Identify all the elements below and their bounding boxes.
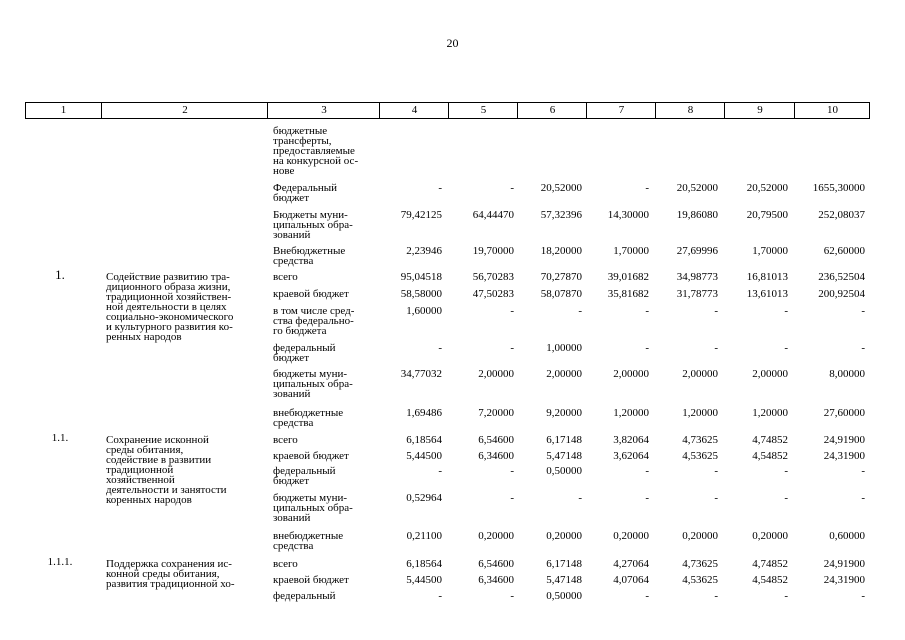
value-cell: - <box>510 305 514 317</box>
value-cell: - <box>645 182 649 194</box>
value-cell: 19,70000 <box>472 245 514 257</box>
value-cell: 56,70283 <box>472 271 514 283</box>
value-cell: 2,00000 <box>478 368 514 380</box>
value-cell: - <box>645 492 649 504</box>
value-cell: - <box>714 492 718 504</box>
value-cell: 252,08037 <box>818 209 865 221</box>
value-cell: - <box>861 590 865 602</box>
value-cell: 6,18564 <box>406 434 442 446</box>
value-cell: 0,50000 <box>546 465 582 477</box>
value-cell: 4,74852 <box>752 558 788 570</box>
table-header <box>25 102 870 119</box>
header-cell-4: 4 <box>379 103 449 118</box>
funding-source: Внебюджетные средства <box>273 245 346 267</box>
value-cell: 1,69486 <box>406 407 442 419</box>
value-cell: 3,62064 <box>613 450 649 462</box>
value-cell: 0,20000 <box>613 530 649 542</box>
value-cell: 20,52000 <box>676 182 718 194</box>
value-cell: - <box>510 492 514 504</box>
value-cell: 31,78773 <box>676 288 718 300</box>
value-cell: 16,81013 <box>746 271 788 283</box>
header-cell-1: 1 <box>60 104 67 116</box>
value-cell: 18,20000 <box>540 245 582 257</box>
value-cell: - <box>645 590 649 602</box>
value-cell: - <box>438 590 442 602</box>
funding-source: внебюджетные средства <box>273 407 344 429</box>
value-cell: - <box>645 342 649 354</box>
value-cell: 79,42125 <box>400 209 442 221</box>
funding-source: в том числе сред- ства федерально- го бюджета <box>273 305 355 337</box>
value-cell: - <box>784 342 788 354</box>
funding-source: бюджеты муни- ципальных обра- зований <box>273 368 353 400</box>
value-cell: 4,53625 <box>682 450 718 462</box>
funding-source: Бюджеты муни- ципальных обра- зований <box>273 209 353 241</box>
value-cell: 5,47148 <box>546 450 582 462</box>
value-cell: 1,70000 <box>613 245 649 257</box>
funding-source: бюджетные трансферты, предоставляемые на конкурсной ос- нове <box>273 125 359 177</box>
value-cell: 24,91900 <box>823 434 865 446</box>
value-cell: 4,27064 <box>613 558 649 570</box>
value-cell: 1,20000 <box>752 407 788 419</box>
value-cell: 1,60000 <box>406 305 442 317</box>
funding-source: федеральный <box>273 590 336 602</box>
value-cell: 19,86080 <box>676 209 718 221</box>
value-cell: - <box>861 465 865 477</box>
value-cell: 9,20000 <box>546 407 582 419</box>
value-cell: 2,00000 <box>682 368 718 380</box>
funding-source: бюджеты муни- ципальных обра- зований <box>273 492 353 524</box>
value-cell: 1,00000 <box>546 342 582 354</box>
funding-source: всего <box>273 558 298 570</box>
value-cell: - <box>784 465 788 477</box>
value-cell: 27,69996 <box>676 245 718 257</box>
value-cell: - <box>645 465 649 477</box>
value-cell: 34,98773 <box>676 271 718 283</box>
row-number: 1. <box>55 267 65 282</box>
value-cell: - <box>861 305 865 317</box>
value-cell: 35,81682 <box>607 288 649 300</box>
value-cell: - <box>861 342 865 354</box>
value-cell: 24,91900 <box>823 558 865 570</box>
funding-source: краевой бюджет <box>273 450 349 462</box>
value-cell: 27,60000 <box>823 407 865 419</box>
activity-name: Содействие развитию тра- диционного образа жизни, традиционной хозяйствен- ной деятельности в целях социально-экономического и культурного развития ко- ренных народов <box>106 271 234 343</box>
value-cell: 5,44500 <box>406 450 442 462</box>
value-cell: - <box>510 465 514 477</box>
funding-source: федеральный бюджет <box>273 465 336 487</box>
funding-source: краевой бюджет <box>273 574 349 586</box>
funding-source: внебюджетные средства <box>273 530 344 552</box>
header-cell-10: 10 <box>794 103 870 118</box>
value-cell: 6,17148 <box>546 434 582 446</box>
activity-name: Поддержка сохранения ис- конной среды обитания, развития традиционной хо- <box>106 558 235 590</box>
value-cell: 95,04518 <box>400 271 442 283</box>
funding-source: Федеральный бюджет <box>273 182 338 204</box>
value-cell: 58,58000 <box>400 288 442 300</box>
value-cell: 0,20000 <box>546 530 582 542</box>
value-cell: 7,20000 <box>478 407 514 419</box>
value-cell: 20,52000 <box>540 182 582 194</box>
funding-source: краевой бюджет <box>273 288 349 300</box>
value-cell: - <box>714 465 718 477</box>
value-cell: 6,17148 <box>546 558 582 570</box>
header-cell-2: 2 <box>101 103 268 118</box>
value-cell: 4,54852 <box>752 574 788 586</box>
value-cell: 6,54600 <box>478 558 514 570</box>
value-cell: 1655,30000 <box>812 182 865 194</box>
header-cell-7: 7 <box>586 103 656 118</box>
value-cell: 24,31900 <box>823 450 865 462</box>
value-cell: 2,00000 <box>546 368 582 380</box>
value-cell: 1,20000 <box>613 407 649 419</box>
funding-source: всего <box>273 434 298 446</box>
value-cell: 34,77032 <box>400 368 442 380</box>
value-cell: 58,07870 <box>540 288 582 300</box>
value-cell: 62,60000 <box>823 245 865 257</box>
value-cell: 0,60000 <box>829 530 865 542</box>
value-cell: 2,00000 <box>752 368 788 380</box>
value-cell: 13,61013 <box>746 288 788 300</box>
value-cell: - <box>438 465 442 477</box>
value-cell: 4,54852 <box>752 450 788 462</box>
value-cell: - <box>510 342 514 354</box>
value-cell: 1,70000 <box>752 245 788 257</box>
value-cell: 2,23946 <box>406 245 442 257</box>
value-cell: 200,92504 <box>818 288 865 300</box>
funding-source: федеральный бюджет <box>273 342 336 364</box>
funding-source: всего <box>273 271 298 283</box>
value-cell: - <box>510 590 514 602</box>
activity-name: Сохранение исконной среды обитания, содействие в развитии традиционной хозяйственной деятельности и занятости коренных народов <box>106 434 227 506</box>
value-cell: 0,52964 <box>406 492 442 504</box>
value-cell: - <box>510 182 514 194</box>
value-cell: - <box>784 492 788 504</box>
value-cell: - <box>578 492 582 504</box>
header-cell-8: 8 <box>655 103 725 118</box>
value-cell: - <box>714 590 718 602</box>
value-cell: 4,53625 <box>682 574 718 586</box>
value-cell: 5,47148 <box>546 574 582 586</box>
value-cell: 236,52504 <box>818 271 865 283</box>
value-cell: 6,34600 <box>478 574 514 586</box>
value-cell: 6,18564 <box>406 558 442 570</box>
value-cell: 47,50283 <box>472 288 514 300</box>
value-cell: - <box>645 305 649 317</box>
value-cell: - <box>784 590 788 602</box>
value-cell: 20,52000 <box>746 182 788 194</box>
value-cell: 0,21100 <box>406 530 442 542</box>
value-cell: - <box>714 342 718 354</box>
value-cell: 64,44470 <box>472 209 514 221</box>
value-cell: 20,79500 <box>746 209 788 221</box>
value-cell: 5,44500 <box>406 574 442 586</box>
value-cell: 24,31900 <box>823 574 865 586</box>
value-cell: 0,50000 <box>546 590 582 602</box>
value-cell: 3,82064 <box>613 434 649 446</box>
value-cell: 4,73625 <box>682 434 718 446</box>
value-cell: 4,73625 <box>682 558 718 570</box>
value-cell: 4,74852 <box>752 434 788 446</box>
value-cell: 0,20000 <box>752 530 788 542</box>
value-cell: - <box>784 305 788 317</box>
header-cell-5: 5 <box>448 103 518 118</box>
value-cell: 57,32396 <box>540 209 582 221</box>
page-number: 20 <box>446 36 459 50</box>
value-cell: 6,54600 <box>478 434 514 446</box>
value-cell: - <box>438 182 442 194</box>
row-number: 1.1.1. <box>47 556 73 568</box>
header-cell-3: 3 <box>267 103 380 118</box>
value-cell: 4,07064 <box>613 574 649 586</box>
value-cell: 2,00000 <box>613 368 649 380</box>
value-cell: - <box>438 342 442 354</box>
value-cell: 14,30000 <box>607 209 649 221</box>
value-cell: 0,20000 <box>682 530 718 542</box>
value-cell: - <box>861 492 865 504</box>
value-cell: - <box>578 305 582 317</box>
value-cell: 70,27870 <box>540 271 582 283</box>
row-number: 1.1. <box>51 432 69 444</box>
value-cell: 39,01682 <box>607 271 649 283</box>
value-cell: 6,34600 <box>478 450 514 462</box>
value-cell: - <box>714 305 718 317</box>
value-cell: 8,00000 <box>829 368 865 380</box>
value-cell: 1,20000 <box>682 407 718 419</box>
value-cell: 0,20000 <box>478 530 514 542</box>
header-cell-9: 9 <box>724 103 795 118</box>
header-cell-6: 6 <box>517 103 587 118</box>
